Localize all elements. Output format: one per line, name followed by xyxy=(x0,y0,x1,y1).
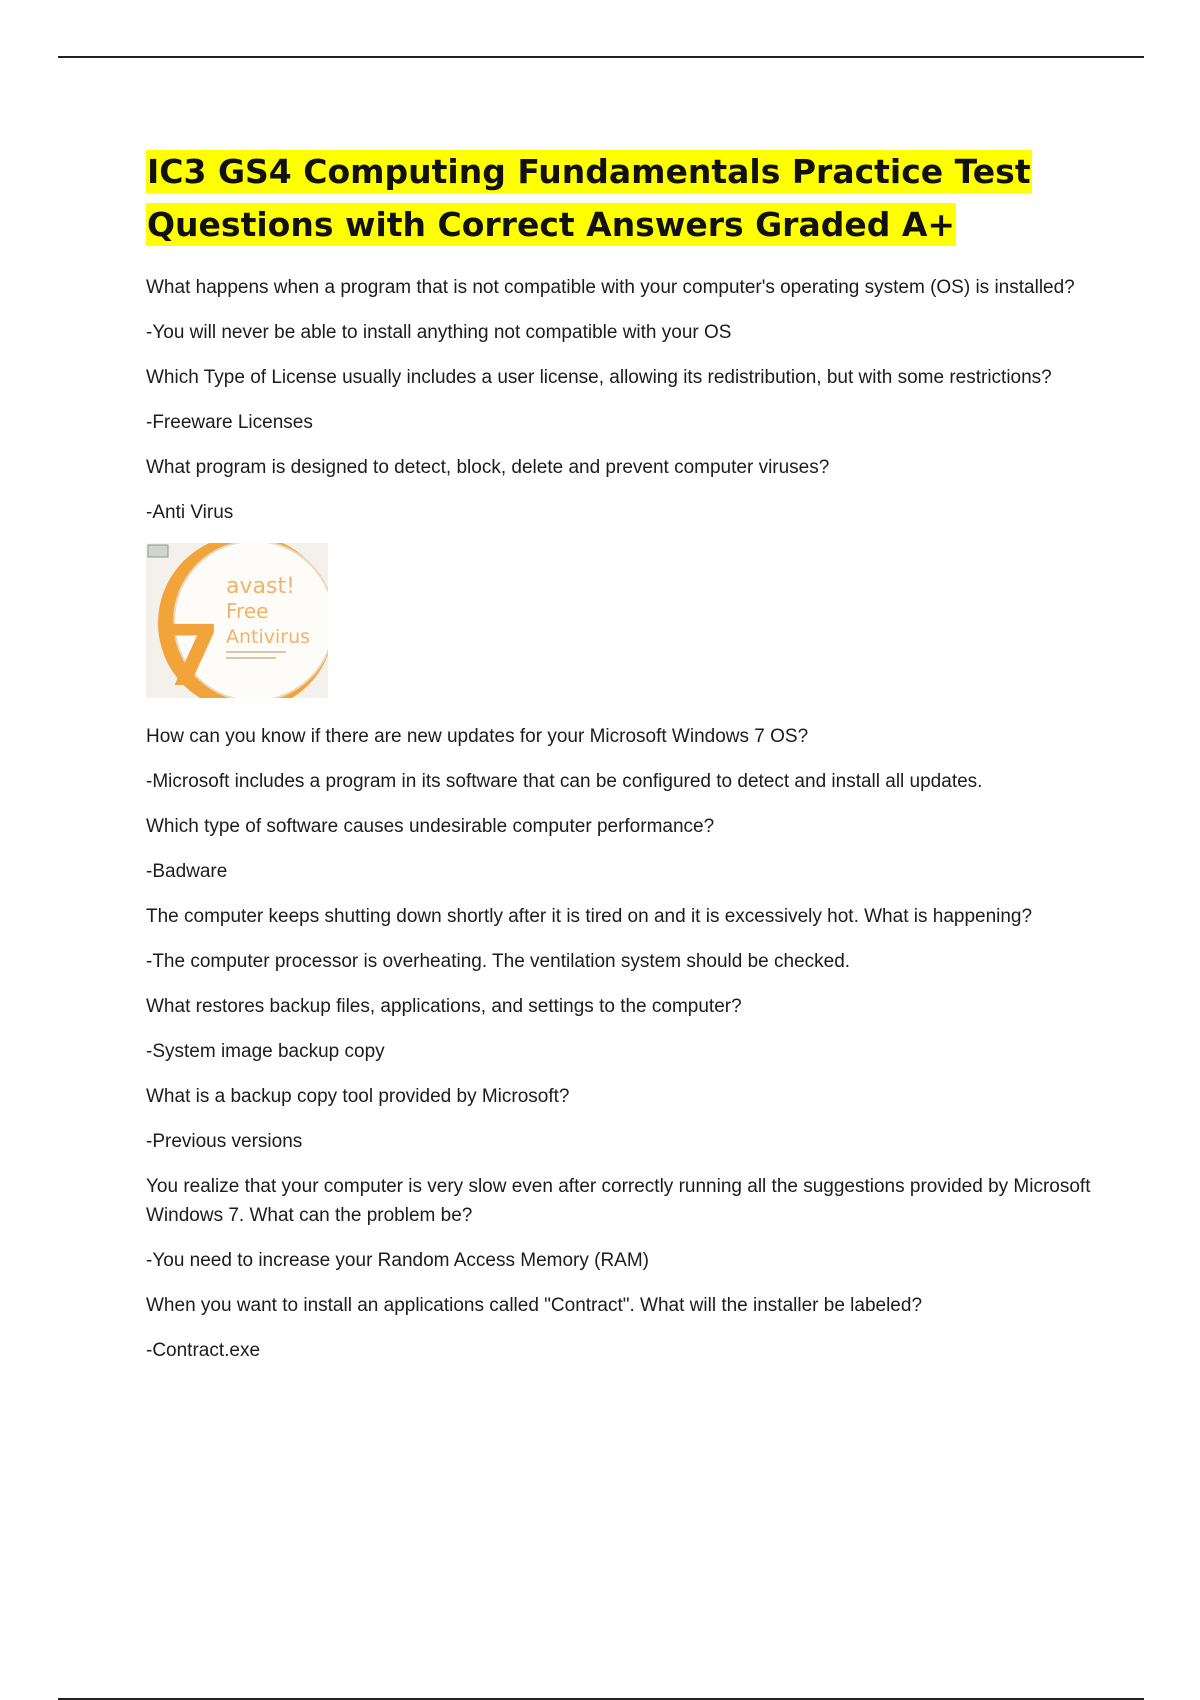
question-7: What restores backup files, applications, and settings to the computer? xyxy=(146,996,742,1017)
answer-5: -Badware xyxy=(146,861,228,882)
answer-10: -Contract.exe xyxy=(146,1340,261,1361)
question-4: How can you know if there are new updates for your Microsoft Windows 7 OS? xyxy=(146,726,809,747)
answer-4: -Microsoft includes a program in its software that can be configured to detect and install all updates. xyxy=(146,771,983,792)
question-10: When you want to install an applications called "Contract". What will the installer be labeled? xyxy=(146,1295,923,1316)
qa-list xyxy=(146,273,1106,1365)
answer-2: -Freeware Licenses xyxy=(146,412,313,433)
question-1: What happens when a program that is not compatible with your computer's operating system (OS) is installed? xyxy=(146,277,1075,298)
disc-line-3: Antivirus xyxy=(226,626,311,648)
title-line-2: Questions with Correct Answers Graded A+ xyxy=(147,205,956,244)
avast-disc-icon xyxy=(146,543,328,698)
answer-8: -Previous versions xyxy=(146,1131,303,1152)
answer-3: -Anti Virus xyxy=(146,502,234,523)
document-title xyxy=(146,145,1106,251)
answer-1: -You will never be able to install anything not compatible with your OS xyxy=(146,322,732,343)
question-3: What program is designed to detect, block, delete and prevent computer viruses? xyxy=(146,457,830,478)
question-6: The computer keeps shutting down shortly after it is tired on and it is excessively hot. What is happening? xyxy=(146,906,1033,927)
avast-antivirus-image xyxy=(146,543,328,698)
top-rule xyxy=(58,56,1144,58)
answer-9: -You need to increase your Random Access Memory (RAM) xyxy=(146,1250,650,1271)
question-2: Which Type of License usually includes a user license, allowing its redistribution, but with some restrictions? xyxy=(146,367,1052,388)
question-9: You realize that your computer is very slow even after correctly running all the suggestions provided by Microsoft Windows 7. What can the problem be? xyxy=(146,1176,1091,1226)
document-body xyxy=(146,145,1106,1381)
answer-7: -System image backup copy xyxy=(146,1041,385,1062)
disc-number: 7 xyxy=(162,607,221,698)
disc-brand: avast! xyxy=(226,574,295,599)
question-8: What is a backup copy tool provided by Microsoft? xyxy=(146,1086,570,1107)
question-5: Which type of software causes undesirable computer performance? xyxy=(146,816,715,837)
disc-line-2: Free xyxy=(226,599,269,623)
answer-6: -The computer processor is overheating. The ventilation system should be checked. xyxy=(146,951,851,972)
title-line-1: IC3 GS4 Computing Fundamentals Practice Test xyxy=(147,152,1031,191)
